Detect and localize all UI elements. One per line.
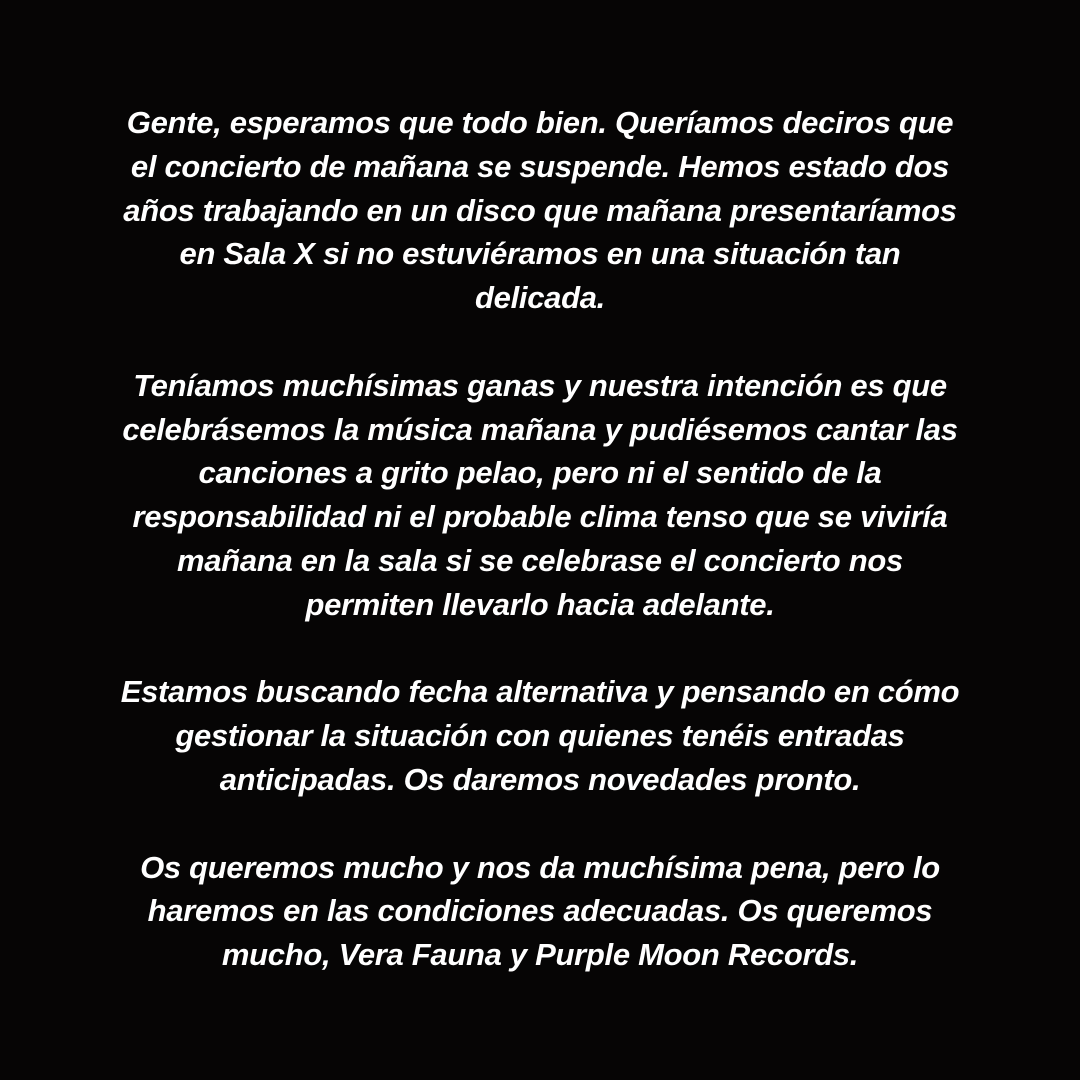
text-line: celebrásemos la música mañana y pudiésemos cantar las (122, 411, 958, 447)
text-line: Estamos buscando fecha alternativa y pensando en cómo (120, 674, 960, 710)
statement-text-block (60, 101, 1020, 977)
text-line: responsabilidad ni el probable clima tenso que se viviría (132, 499, 948, 535)
text-line: canciones a grito pelao, pero ni el sentido de la (198, 455, 882, 491)
paragraph-reason (60, 364, 1020, 627)
text-line: Teníamos muchísimas ganas y nuestra intención es que (133, 367, 947, 403)
text-line: en Sala X si no estuviéramos en una situación tan (179, 236, 901, 272)
text-line: mucho, Vera Fauna y Purple Moon Records. (221, 937, 859, 973)
text-line: Gente, esperamos que todo bien. Queríamos deciros que (126, 105, 954, 140)
paragraph-sign-off (60, 846, 1020, 977)
paragraph-cancellation-notice (60, 101, 1020, 320)
text-line: mañana en la sala si se celebrase el concierto nos (177, 542, 903, 578)
text-line: gestionar la situación con quienes tenéis entradas (175, 718, 905, 754)
text-line: delicada. (475, 280, 605, 316)
text-line: Os queremos mucho y nos da muchísima pena, pero lo (140, 849, 940, 885)
text-line: haremos en las condiciones adecuadas. Os queremos (147, 893, 933, 929)
text-line: permiten llevarlo hacia adelante. (305, 586, 775, 622)
paragraph-next-steps (60, 670, 1020, 801)
text-line: anticipadas. Os daremos novedades pronto. (219, 761, 861, 797)
text-line: el concierto de mañana se suspende. Hemos estado dos (130, 148, 950, 184)
text-line: años trabajando en un disco que mañana presentaríamos (123, 192, 957, 228)
